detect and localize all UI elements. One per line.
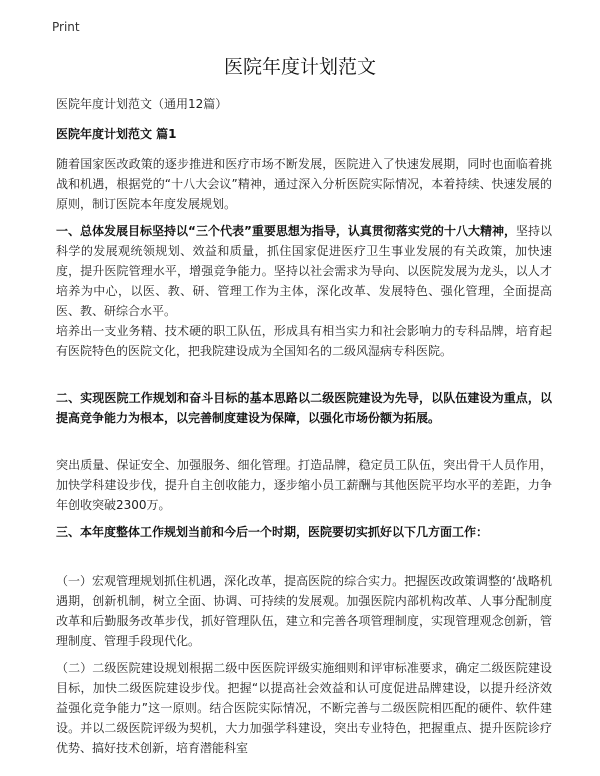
quality-paragraph: 突出质量、保证安全、加强服务、细化管理。打造品牌，稳定员工队伍，突出骨干人员作用，加快学科建设步伐，提升自主创收能力，逐步缩小员工薪酬与其他医院平均水平的差距，力争年创收突破2300万。 (56, 458, 552, 512)
goal-paragraph (56, 221, 552, 321)
goal-heading: 一、总体发展目标坚持以“三个代表”重要思想为指导，认真贯彻落实党的十八大精神， (56, 224, 516, 238)
intro-paragraph: 随着国家医改政策的逐步推进和医疗市场不断发展，医院进入了快速发展期，同时也面临着挑战和机遇，根据党的“十八大会议”精神，通过深入分析医院实际情况，本着持续、快速发展的原则，制订医院本年度发展规划。 (56, 157, 552, 211)
talent-paragraph: 培养出一支业务精、技术硬的职工队伍，形成具有相当实力和社会影响力的专科品牌，培育起有医院特色的医院文化，把我院建设成为全国知名的二级风湿病专科医院。 (56, 324, 552, 358)
page-title: 医院年度计划范文 (223, 56, 376, 78)
document-subtitle: 医院年度计划范文（通用12篇） (56, 97, 228, 111)
goal-body: 坚持以科学的发展观统领规划、效益和质量，抓住国家促进医疗卫生事业发展的有关政策，加快速度，提升医院管理水平，增强竞争能力。坚持以社会需求为导向、以医院发展为龙头，以人才培养为中心，以医、教、研、管理工作为主体，深化改革、发展特色、强化管理，全面提高医、教、研综合水平。 (56, 224, 552, 318)
plan-heading-rest: 医院要切实抓好以下几方面工作： (308, 525, 489, 539)
print-link[interactable]: Print (52, 20, 80, 34)
plan-heading (56, 522, 552, 542)
section-heading: 医院年度计划范文 篇1 (56, 127, 177, 141)
approach-heading: 二、实现医院工作规划和奋斗目标的基本思路以二级医院建设为先导，以队伍建设为重点，以提高竞争能力为根本，以完善制度建设为保障，以强化市场份额为拓展。 (56, 391, 552, 425)
plan-heading-lead: 三、本年度整体工作规划当前和今后一个时期， (56, 525, 309, 539)
hospital-build-paragraph: （二）二级医院建设规划根据二级中医医院评级实施细则和评审标准要求，确定二级医院建设目标，加快二级医院建设步伐。把握“以提高社会效益和认可度促进品牌建设，以提升经济效益强化竞争能力”这一原则。结合医院实际情况，不断完善与二级医院相匹配的硬件、软件建设。并以二级医院评级为契机，大力加强学科建设，突出专业特色，把握重点、提升医院诊疗优势、搞好技术创新，培育潜能科室 (56, 661, 552, 755)
macro-plan-paragraph: （一）宏观管理规划抓住机遇，深化改革，提高医院的综合实力。把握医改政策调整的‘战略机遇期，创新机制，树立全面、协调、可持续的发展观。加强医院内部机构改革、人事分配制度改革和后勤服务改革步伐，抓好管理队伍，建立和完善各项管理制度，实现管理观念创新，管理制度、管理手段现代化。 (56, 574, 552, 648)
